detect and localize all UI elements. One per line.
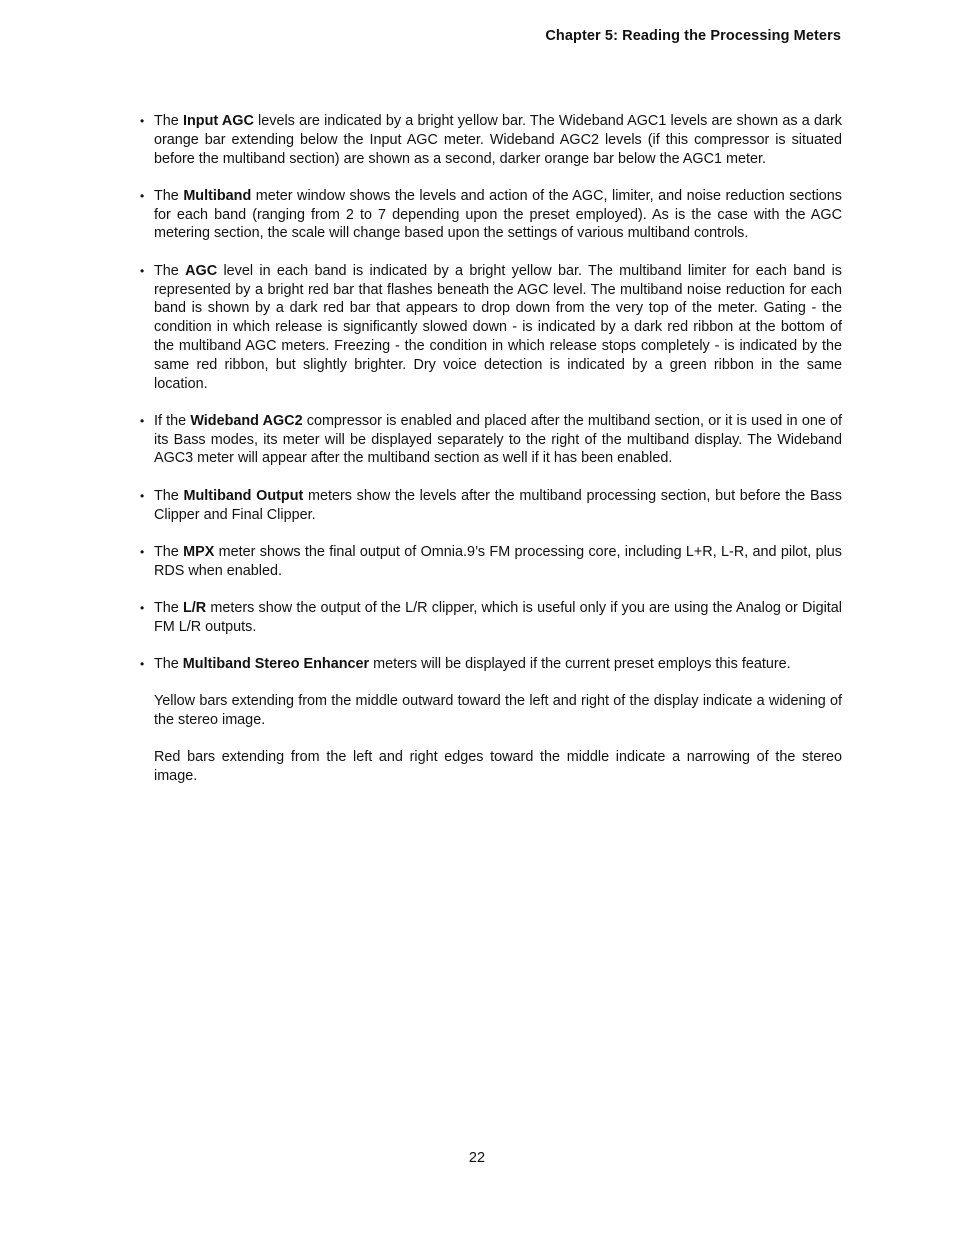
bullet-dot: • — [140, 657, 145, 672]
bullet-text: The Multiband Stereo Enhancer meters will be displayed if the current preset employs this feature. — [154, 656, 791, 673]
page-content — [140, 112, 842, 805]
term: Multiband Output — [183, 487, 304, 504]
bullet-item-multiband-output — [140, 487, 842, 525]
bullet-text: The Multiband Output meters show the levels after the multiband processing section, but before the Bass Clipper and Final Clipper. — [154, 487, 842, 523]
bullet-dot: • — [140, 413, 145, 428]
bullet-dot: • — [140, 188, 145, 203]
bullet-text: The Multiband meter window shows the levels and action of the AGC, limiter, and noise reduction sections for each band (ranging from 2 to 7 depending upon the preset employed). As is the case with the AGC metering section, the scale will change based upon the settings of various multiband controls. — [154, 187, 843, 242]
bullet-dot: • — [140, 263, 145, 278]
term: AGC — [185, 262, 218, 279]
bullet-dot: • — [140, 600, 145, 615]
paragraph-widening: Yellow bars extending from the middle outward toward the left and right of the display indicate a widening of the stereo image. — [154, 693, 842, 729]
bullet-item-mpx — [140, 543, 842, 581]
term: Multiband — [183, 187, 252, 204]
bullet-item-input-agc — [140, 112, 842, 168]
chapter-header: Chapter 5: Reading the Processing Meters — [545, 28, 841, 44]
term: Multiband Stereo Enhancer — [182, 656, 370, 673]
bullet-text: The AGC level in each band is indicated by a bright yellow bar. The multiband limiter for each band is represented by a bright red bar that flashes beneath the AGC level. The multiband noise reduction for each band is shown by a dark red bar that appears to drop down from the very top of the meter. Gating - the condition in which release is significantly slowed down - is indicated by a dark red ribbon at the bottom of the multiband AGC meters. Freezing - the condition in which release stops completely - is indicated by the same red ribbon, but slightly brighter. Dry voice detection is indicated by a green ribbon in the same location. — [154, 262, 843, 392]
bullet-dot: • — [140, 114, 145, 128]
bullet-item-stereo-enhancer — [140, 655, 842, 674]
bullet-dot: • — [140, 544, 145, 559]
bullet-text: If the Wideband AGC2 compressor is enabled and placed after the multiband section, or it is used in one of its Bass modes, its meter will be displayed separately to the right of the multiband display. The Wideband AGC3 meter will appear after the multiband section as well if it has been enabled. — [154, 412, 842, 467]
term: MPX — [183, 543, 215, 560]
page-number: 22 — [468, 1150, 486, 1166]
bullet-item-lr — [140, 599, 842, 637]
term: Wideband AGC2 — [190, 412, 303, 429]
bullet-text: The Input AGC levels are indicated by a bright yellow bar. The Wideband AGC1 levels are shown as a dark orange bar extending below the Input AGC meter. Wideband AGC2 levels (if this compressor is situated before the multiband section) are shown as a second, darker orange bar below the AGC1 meter. — [154, 113, 842, 167]
bullet-item-multiband — [140, 187, 842, 243]
term: Input AGC — [183, 113, 254, 129]
bullet-dot: • — [140, 488, 145, 503]
paragraph-narrowing: Red bars extending from the left and right edges toward the middle indicate a narrowing of the stereo image. — [154, 749, 842, 785]
bullet-text: The L/R meters show the output of the L/R clipper, which is useful only if you are using the Analog or Digital FM L/R outputs. — [154, 599, 843, 635]
bullet-item-wideband-agc2 — [140, 412, 842, 468]
bullet-text: The MPX meter shows the final output of Omnia.9’s FM processing core, including L+R, L-R, and pilot, plus RDS when enabled. — [154, 543, 842, 579]
bullet-item-agc — [140, 262, 842, 394]
term: L/R — [183, 599, 207, 616]
